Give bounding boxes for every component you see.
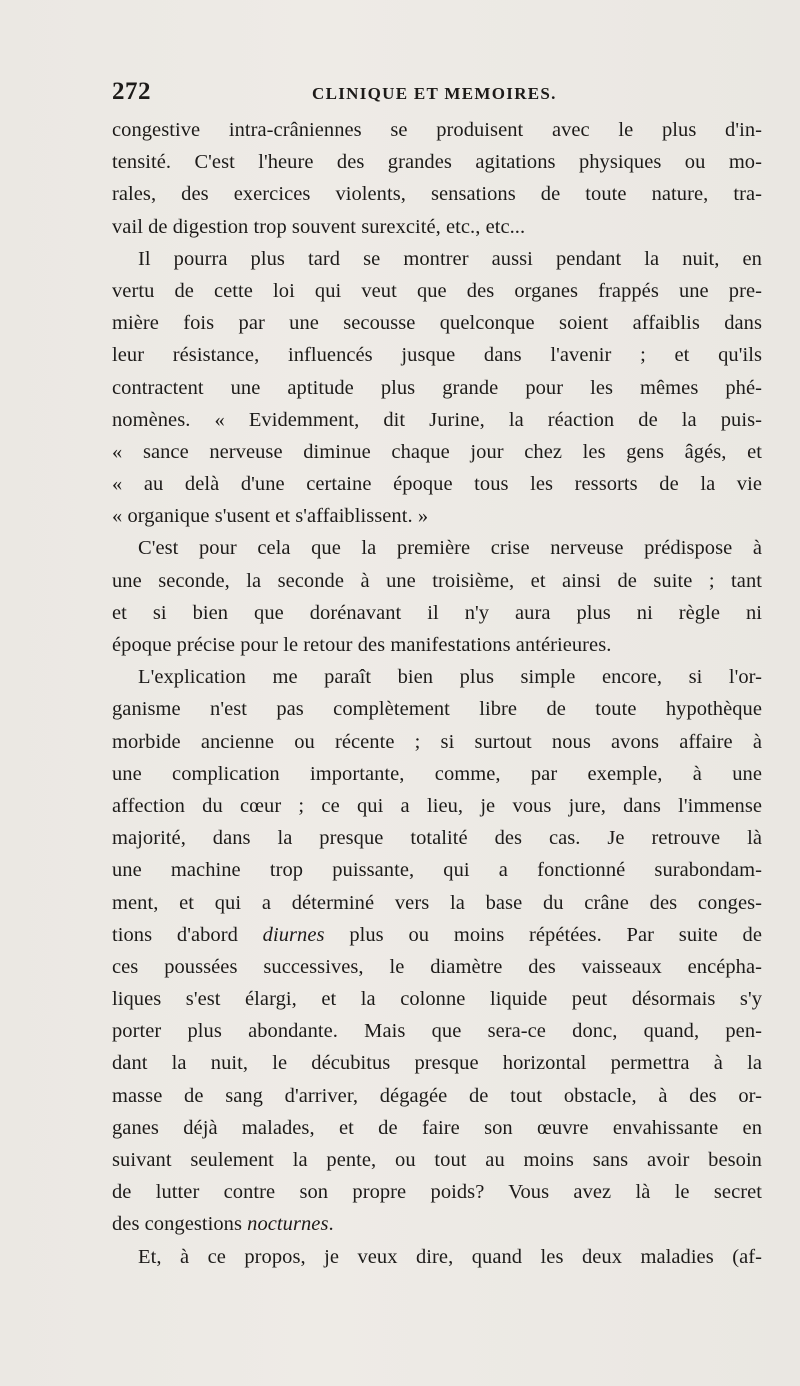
text-line: L'explication me paraît bien plus simple encore, si l'or- — [138, 666, 762, 689]
text-line: leur résistance, influencés jusque dans l'avenir ; et qu'ils — [112, 344, 762, 367]
text-line: Il pourra plus tard se montrer aussi pendant la nuit, en — [138, 247, 762, 270]
text-line: vertu de cette loi qui veut que des organes frappés une pre- — [112, 279, 762, 302]
text-line — [112, 1208, 762, 1240]
text-line: masse de sang d'arriver, dégagée de tout obstacle, à des or- — [112, 1084, 762, 1107]
text-line: tensité. C'est l'heure des grandes agitations physiques ou mo- — [112, 151, 762, 174]
text-line: mière fois par une secousse quelconque soient affaiblis dans — [112, 312, 762, 335]
text-segment: . — [328, 1213, 334, 1236]
text-line: nomènes. « Evidemment, dit Jurine, la réaction de la puis- — [112, 408, 762, 431]
body-text — [112, 114, 762, 1273]
text-segment: tions d'abord — [112, 923, 263, 946]
page-number: 272 — [112, 78, 151, 105]
text-line: contractent une aptitude plus grande pour les mêmes phé- — [112, 376, 762, 399]
text-line: une seconde, la seconde à une troisième, et ainsi de suite ; tant — [112, 569, 762, 592]
text-line: liques s'est élargi, et la colonne liquide peut désormais s'y — [112, 988, 762, 1011]
text-line: une machine trop puissante, qui a fonctionné surabondam- — [112, 859, 762, 882]
text-line: congestive intra-crâniennes se produisent avec le plus d'in- — [112, 119, 762, 141]
text-segment: plus ou moins répétées. Par suite de — [324, 923, 762, 946]
text-line: « organique s'usent et s'affaiblissent. » — [112, 505, 429, 528]
text-line: ment, et qui a déterminé vers la base du crâne des conges- — [112, 891, 762, 914]
text-line: rales, des exercices violents, sensations de toute nature, tra- — [112, 183, 762, 206]
text-line: morbide ancienne ou récente ; si surtout nous avons affaire à — [112, 730, 762, 753]
page-header — [112, 78, 702, 110]
text-line: Et, à ce propos, je veux dire, quand les deux maladies (af- — [138, 1245, 762, 1268]
text-line: ces poussées successives, le diamètre des vaisseaux encépha- — [112, 955, 762, 978]
text-segment: des congestions — [112, 1213, 248, 1236]
text-line: affection du cœur ; ce qui a lieu, je vous jure, dans l'immense — [112, 794, 762, 817]
text-line: une complication importante, comme, par exemple, à une — [112, 762, 762, 785]
text-line: « au delà d'une certaine époque tous les ressorts de la vie — [112, 473, 762, 496]
text-line: suivant seulement la pente, ou tout au moins sans avoir besoin — [112, 1149, 762, 1171]
italic-term: nocturnes — [247, 1213, 329, 1236]
text-line: majorité, dans la presque totalité des cas. Je retrouve là — [112, 827, 762, 850]
text-line: porter plus abondante. Mais que sera-ce donc, quand, pen- — [112, 1020, 762, 1043]
text-line: dant la nuit, le décubitus presque horizontal permettra à la — [112, 1052, 762, 1075]
text-line: et si bien que dorénavant il n'y aura plus ni règle ni — [112, 601, 762, 624]
italic-term: diurnes — [262, 923, 325, 946]
text-line: époque précise pour le retour des manifestations antérieures. — [112, 634, 612, 656]
text-line — [112, 919, 762, 951]
text-line: vail de digestion trop souvent surexcité, etc., etc... — [112, 215, 526, 238]
text-line: ganes déjà malades, et de faire son œuvre envahissante en — [112, 1116, 762, 1139]
running-head: CLINIQUE ET MEMOIRES. — [312, 84, 557, 103]
text-line: « sance nerveuse diminue chaque jour chez les gens âgés, et — [112, 440, 762, 463]
text-line: C'est pour cela que la première crise nerveuse prédispose à — [138, 537, 762, 560]
text-line: de lutter contre son propre poids? Vous avez là le secret — [112, 1181, 762, 1204]
text-line: ganisme n'est pas complètement libre de toute hypothèque — [112, 698, 762, 721]
